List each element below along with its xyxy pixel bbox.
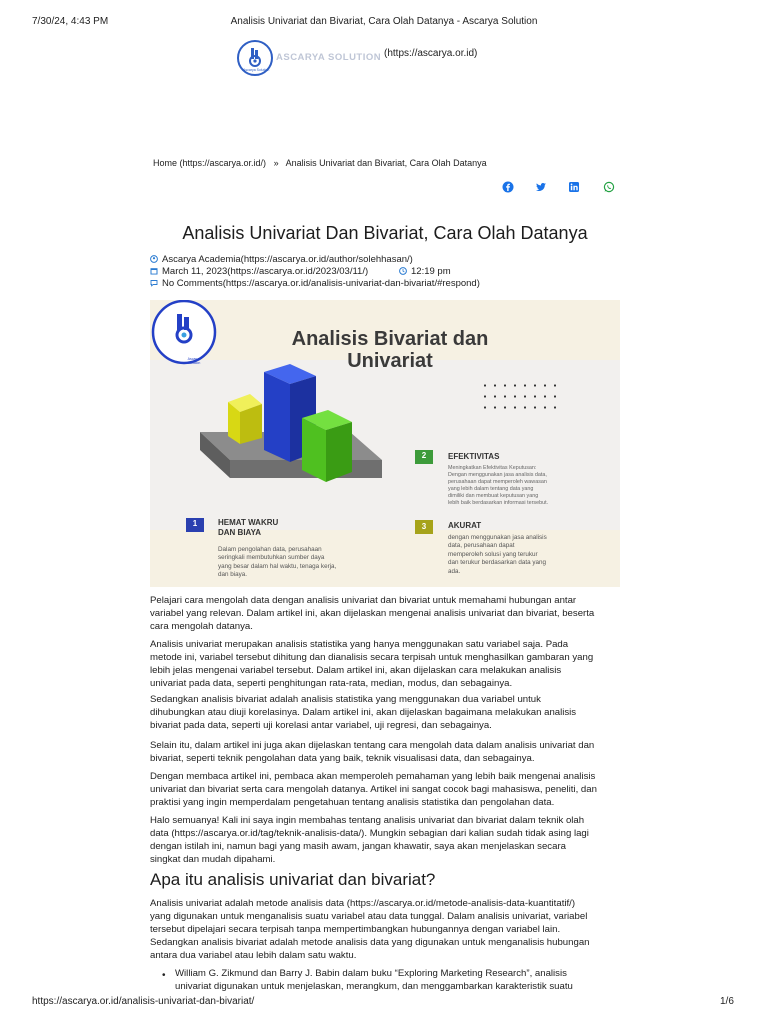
paragraph-line: variabel yang relevan. Dalam artikel ini, akan dijelaskan mengenai analisis univariat dan bivariat, beserta: [150, 608, 595, 619]
date-link[interactable]: March 11, 2023(https://ascarya.or.id/2023/03/11/): [162, 266, 369, 277]
item2-desc-line: Meningkatkan Efektivitas Keputusan:: [448, 465, 537, 471]
item1-title-l2: DAN BIAYA: [218, 528, 261, 537]
whatsapp-icon[interactable]: [603, 181, 615, 193]
facebook-icon[interactable]: [502, 181, 514, 193]
item3-desc: [448, 534, 547, 576]
item3-desc-line: dengan menggunakan jasa analisis: [448, 534, 547, 541]
paragraph-line: yang digunakan untuk menganalisis suatu variabel atau data tunggal. Dalam analisis univariat, variabel: [150, 911, 588, 922]
item1-desc: [218, 546, 336, 580]
paragraph-line: Halo semuanya! Kali ini saya ingin membahas tentang analisis univariat dan bivariat dalam teknik olah: [150, 815, 585, 826]
article-comments: [150, 278, 480, 289]
paragraph-line: Analisis univariat adalah metode analisis data (https://ascarya.or.id/metode-analisis-data-kuantitatif/): [150, 898, 576, 909]
item2-desc-line: perusahaan dapat memperoleh wawasan: [448, 479, 547, 485]
breadcrumb-home[interactable]: Home (https://ascarya.or.id/): [153, 158, 267, 168]
item1-title-l1: HEMAT WAKRU: [218, 518, 279, 527]
item2-desc: [448, 465, 548, 507]
paragraph-line: cara mengolah datanya.: [150, 621, 253, 632]
logo-label: Ascarya Solution: [243, 68, 270, 72]
linkedin-icon[interactable]: [568, 181, 580, 193]
comments-link[interactable]: No Comments(https://ascarya.or.id/analisis-univariat-dan-bivariat/#respond): [162, 278, 480, 289]
article-time: [399, 266, 451, 277]
paragraph-line: univariat dan bivariat serta cara mengolah datanya. Artikel ini sangat cocok bagi mahasiswa, peneliti, dan: [150, 784, 597, 795]
article-author: [150, 254, 413, 265]
clock-icon: [399, 267, 407, 275]
paragraph-line: dihubungkan atau diuji korelasinya. Dalam artikel ini, akan dijelaskan bagaimana melakukan analisis: [150, 707, 577, 718]
paragraph-line: antara dua variabel atau lebih dalam satu waktu.: [150, 950, 357, 961]
article-title: Analisis Univariat Dan Bivariat, Cara Olah Datanya: [182, 223, 588, 243]
paragraph-line: Selain itu, dalam artikel ini juga akan dijelaskan tentang cara mengolah data dalam analisis univariat dan: [150, 740, 595, 751]
hero-title: [260, 328, 520, 372]
item1-desc-line: dan biaya.: [218, 571, 248, 579]
item2-desc-line: lebih baik berdasarkan informasi tersebut.: [448, 500, 549, 506]
paragraph-line: data (https://ascarya.or.id/tag/teknik-analisis-data/). Mungkin sebagian dari kalian sudah tidak asing lagi: [150, 828, 589, 839]
hero-title-line1: Analisis Bivariat dan: [291, 328, 489, 350]
paragraph-line: Dengan membaca artikel ini, pembaca akan memperoleh pemahaman yang lebih baik mengenai analisis: [150, 771, 596, 782]
twitter-icon[interactable]: [535, 181, 547, 193]
print-datetime: 7/30/24, 4:43 PM: [32, 16, 109, 27]
item3-desc-line: ada.: [448, 567, 461, 575]
item1-desc-line: Dalam pengolahan data, perusahaan: [218, 546, 322, 553]
site-logo[interactable]: [237, 40, 273, 76]
item2-desc-line: dimiliki dan membuat keputusan yang: [448, 493, 539, 499]
paragraph-intro: [150, 594, 622, 633]
paragraph-line: Pelajari cara mengolah data dengan analisis univariat dan bivariat untuk memahami hubungan antar: [150, 595, 577, 606]
item2-title: EFEKTIVITAS: [448, 452, 500, 461]
item2-desc-line: yang lebih dalam tentang data yang: [448, 486, 534, 492]
breadcrumb-separator: »: [273, 158, 279, 168]
paragraph-line: univariat pada data, seperti penghitungan rata-rata, median, modus, dan sebagainya.: [150, 678, 513, 689]
paragraph-line: dengan istilah ini, namun bagi yang masih awam, jangan khawatir, saya akan menjelaskan secara: [150, 841, 566, 852]
article-date: [150, 266, 368, 277]
paragraph-line: tersebut dipelajari secara terpisah tanpa mempertimbangkan hubungannya dengan variabel lain.: [150, 924, 561, 935]
print-page-title: Analisis Univariat dan Bivariat, Cara Olah Datanya - Ascarya Solution: [230, 16, 538, 27]
item1-desc-line: seringkali membutuhkan sumber daya: [218, 554, 325, 562]
print-page-number: 1/6: [720, 996, 734, 1007]
paragraph-line: metode ini, variabel tersebut dihitung dan dianalisis secara terpisah untuk menghasilkan gambaran yang: [150, 652, 594, 663]
logo-wordmark: ASCARYA SOLUTION: [276, 52, 382, 63]
item3-desc-line: memperoleh solusi yang terukur: [448, 550, 538, 558]
item3-desc-line: data, perusahaan dapat: [448, 542, 515, 550]
item3-desc-line: dan terukur berdasarkan data yang: [448, 559, 547, 567]
paragraph-line: bivariat, seperti teknik pengolahan data yang baik, teknik visualisasi data, dan sebagainya.: [150, 753, 535, 764]
paragraph-pembaca: [150, 770, 622, 809]
hero-logo-label: Ascarya Solution: [187, 357, 201, 365]
item2-badge: 2: [421, 451, 427, 460]
section-heading: Apa itu analisis univariat dan bivariat?: [150, 870, 436, 889]
print-footer-url: https://ascarya.or.id/analisis-univariat-dan-bivariat/: [32, 996, 255, 1007]
paragraph-selain: [150, 739, 622, 765]
dot-pattern: [480, 380, 564, 414]
breadcrumb: [153, 158, 487, 168]
paragraph-univariat: [150, 638, 622, 690]
item1-badge: 1: [192, 519, 198, 528]
item3-title: AKURAT: [448, 521, 482, 530]
time-text: 12:19 pm: [411, 266, 451, 277]
paragraph-line: bivariat pada data, seperti uji korelasi antar variabel, uji regresi, dan sebagainya.: [150, 720, 492, 731]
item3-badge: 3: [421, 522, 427, 531]
paragraph-line: praktisi yang ingin memperdalam pengetahuan tentang analisis statistika dan pengolahan data.: [150, 797, 555, 808]
item2-desc-line: Dengan menggunakan jasa analisis data,: [448, 472, 547, 478]
paragraph-bivariat: [150, 693, 622, 732]
user-icon: [150, 255, 158, 263]
item1-desc-line: yang besar dalam hal waktu, tenaga kerja,: [218, 562, 337, 570]
site-url-link[interactable]: (https://ascarya.or.id): [384, 48, 478, 59]
hero-image: [150, 300, 620, 587]
paragraph-line: Analisis univariat merupakan analisis statistika yang hanya menggunakan satu variabel saja. Pada: [150, 639, 569, 650]
comment-icon: [150, 279, 158, 287]
bullet-dot: •: [162, 970, 166, 981]
paragraph-line: Sedangkan analisis bivariat adalah analisis statistika yang menggunakan dua variabel untuk: [150, 694, 541, 705]
paragraph-line: singkat dan mudah dipahami.: [150, 854, 276, 865]
paragraph-line: Sedangkan analisis bivariat adalah metode analisis data yang digunakan untuk menganalisis hubungan: [150, 937, 590, 948]
paragraph-definisi: [150, 897, 622, 962]
hero-title-line2: Univariat: [347, 350, 433, 372]
calendar-icon: [150, 267, 158, 275]
bullet-item: [175, 967, 625, 993]
author-link[interactable]: Ascarya Academia(https://ascarya.or.id/author/solehhasan/): [162, 254, 413, 265]
bullet-line: William G. Zikmund dan Barry J. Babin dalam buku “Exploring Marketing Research”, analisis: [175, 968, 567, 979]
bullet-line: univariat digunakan untuk menjelaskan, merangkum, dan menggambarkan karakteristik suatu: [175, 981, 573, 992]
paragraph-halo: [150, 814, 622, 866]
item1-title: [218, 518, 278, 538]
breadcrumb-current: Analisis Univariat dan Bivariat, Cara Olah Datanya: [285, 158, 487, 168]
paragraph-line: lebih jelas mengenai variabel tersebut. Dalam artikel ini, akan dijelaskan cara melakukan analisis: [150, 665, 562, 676]
